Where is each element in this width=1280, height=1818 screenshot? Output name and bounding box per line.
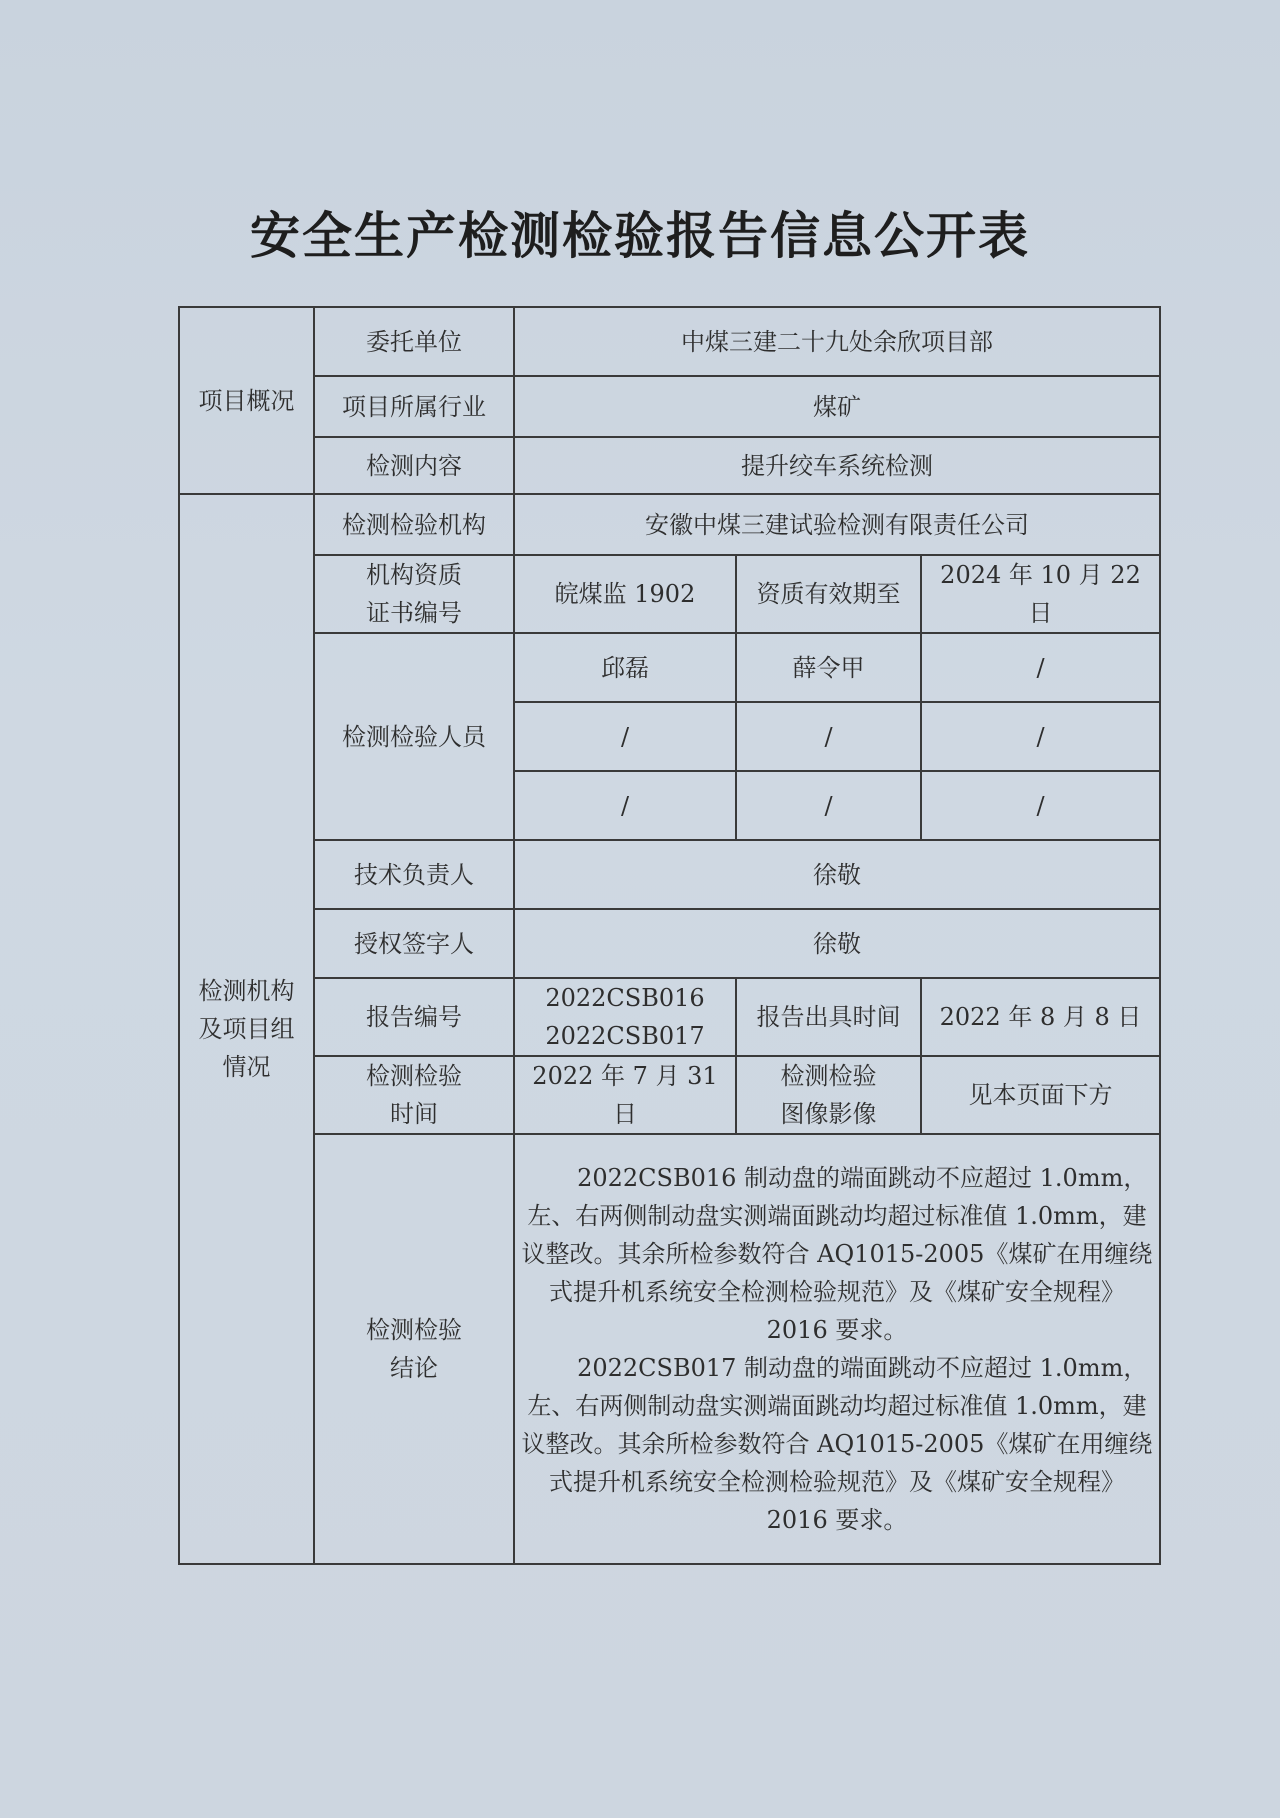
- conclusion-paragraph-1: 2022CSB016 制动盘的端面跳动不应超过 1.0mm，左、右两侧制动盘实测端面跳动均超过标准值 1.0mm，建议整改。其余所检参数符合 AQ1015-2005《煤矿在用缠绕式提升机系统安全检测检验规范》及《煤矿安全规程》2016 要求。: [521, 1164, 1153, 1344]
- table-row: [179, 633, 1160, 702]
- report-no-1: 2022CSB016: [545, 984, 705, 1012]
- report-table: [178, 306, 1161, 1565]
- table-row: [179, 555, 1160, 633]
- time-label-line-1: 检测检验: [366, 1062, 462, 1090]
- industry-label: 项目所属行业: [314, 376, 514, 437]
- image-value: 见本页面下方: [921, 1056, 1160, 1134]
- conclusion-label-line-2: 结论: [390, 1354, 438, 1382]
- content-label: 检测内容: [314, 437, 514, 494]
- industry-value: 煤矿: [514, 376, 1160, 437]
- page-title: 安全生产检测检验报告信息公开表: [250, 207, 1030, 265]
- signer-label: 授权签字人: [314, 909, 514, 978]
- org-label: 检测检验机构: [314, 494, 514, 555]
- report-no-2: 2022CSB017: [545, 1022, 705, 1050]
- time-label: [314, 1056, 514, 1134]
- report-no-value: [514, 978, 736, 1056]
- conclusion-text: [514, 1134, 1160, 1564]
- staff-cell: /: [921, 771, 1160, 840]
- table-row: [179, 978, 1160, 1056]
- conclusion-label-line-1: 检测检验: [366, 1316, 462, 1344]
- conclusion-paragraph-2: 2022CSB017 制动盘的端面跳动不应超过 1.0mm，左、右两侧制动盘实测端面跳动均超过标准值 1.0mm，建议整改。其余所检参数符合 AQ1015-2005《煤矿在用缠绕式提升机系统安全检测检验规范》及《煤矿安全规程》2016 要求。: [521, 1354, 1153, 1534]
- cert-label-line-2: 证书编号: [366, 599, 462, 627]
- conclusion-label: [314, 1134, 514, 1564]
- section-institution-label: [179, 494, 314, 1564]
- issue-value: 2022 年 8 月 8 日: [921, 978, 1160, 1056]
- issue-label: 报告出具时间: [736, 978, 921, 1056]
- cert-label-line-1: 机构资质: [366, 561, 462, 589]
- section-project-overview-label: 项目概况: [179, 307, 314, 494]
- signer-value: 徐敬: [514, 909, 1160, 978]
- table-row: [179, 840, 1160, 909]
- staff-cell: /: [514, 771, 736, 840]
- table-row: [179, 1056, 1160, 1134]
- cert-label: [314, 555, 514, 633]
- staff-cell: /: [514, 702, 736, 771]
- staff-cell: /: [736, 702, 921, 771]
- staff-label: 检测检验人员: [314, 633, 514, 840]
- table-row: [179, 376, 1160, 437]
- report-no-label: 报告编号: [314, 978, 514, 1056]
- image-label-line-2: 图像影像: [780, 1100, 877, 1128]
- client-label: 委托单位: [314, 307, 514, 376]
- time-value: 2022 年 7 月 31 日: [514, 1056, 736, 1134]
- valid-label: 资质有效期至: [736, 555, 921, 633]
- tech-label: 技术负责人: [314, 840, 514, 909]
- staff-cell: 邱磊: [514, 633, 736, 702]
- staff-cell: /: [921, 702, 1160, 771]
- cert-value: 皖煤监 1902: [514, 555, 736, 633]
- client-value: 中煤三建二十九处余欣项目部: [514, 307, 1160, 376]
- valid-value: 2024 年 10 月 22 日: [921, 555, 1160, 633]
- content-value: 提升绞车系统检测: [514, 437, 1160, 494]
- staff-cell: /: [736, 771, 921, 840]
- image-label-line-1: 检测检验: [780, 1062, 877, 1090]
- table-row: [179, 1134, 1160, 1564]
- tech-value: 徐敬: [514, 840, 1160, 909]
- table-row: [179, 909, 1160, 978]
- org-value: 安徽中煤三建试验检测有限责任公司: [514, 494, 1160, 555]
- image-label: [736, 1056, 921, 1134]
- table-row: [179, 437, 1160, 494]
- table-row: [179, 494, 1160, 555]
- time-label-line-2: 时间: [390, 1100, 438, 1128]
- table-row: [179, 307, 1160, 376]
- staff-cell: 薛令甲: [736, 633, 921, 702]
- staff-cell: /: [921, 633, 1160, 702]
- section-institution-text: 检测机构及项目组情况: [198, 977, 295, 1081]
